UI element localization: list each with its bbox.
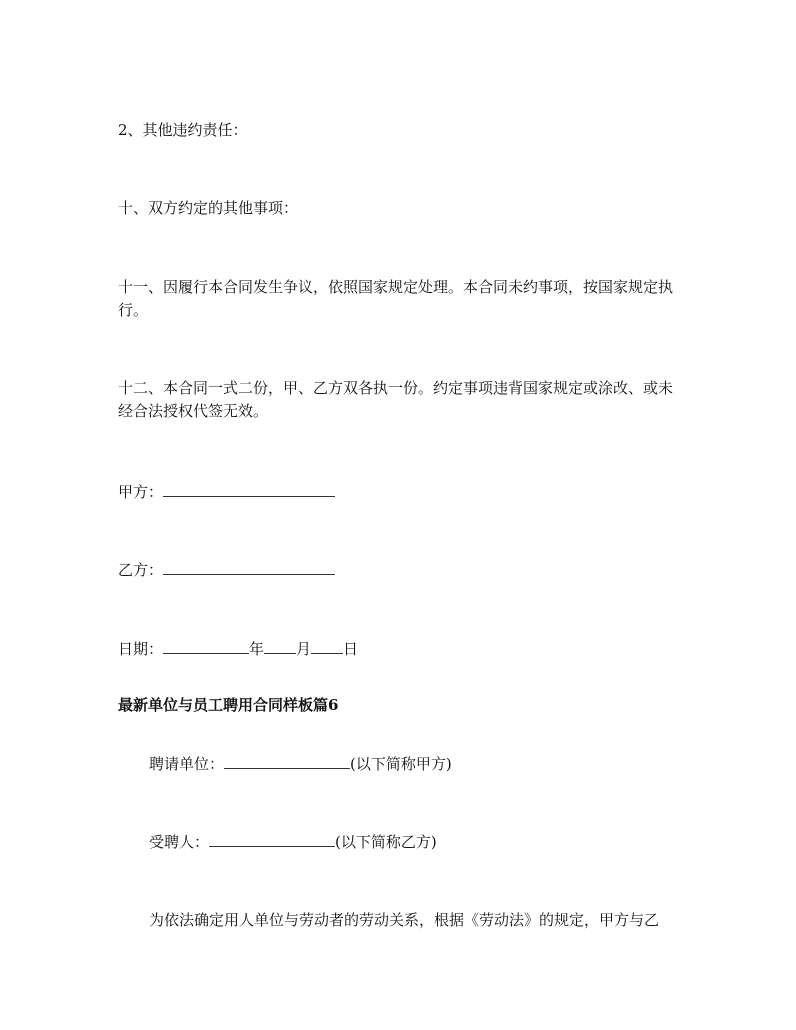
employee-blank xyxy=(209,832,335,847)
date-line xyxy=(118,638,684,661)
party-b-blank xyxy=(163,560,335,575)
month-blank xyxy=(264,639,296,654)
party-b-label: 乙方： xyxy=(118,561,164,579)
employee-label: 受聘人： xyxy=(149,833,210,851)
employer-blank xyxy=(224,754,350,769)
party-a-blank xyxy=(163,482,335,497)
employee-suffix: (以下简称乙方) xyxy=(335,833,437,851)
contract-intro: 为依法确定用人单位与劳动者的劳动关系，根据《劳动法》的规定，甲方与乙 xyxy=(149,911,660,929)
employer-line xyxy=(149,753,684,776)
employee-line xyxy=(149,831,684,854)
year-blank xyxy=(163,639,249,654)
month-label: 月 xyxy=(296,640,312,658)
date-label: 日期： xyxy=(118,640,164,658)
party-a-line xyxy=(118,481,684,504)
clause-twelve: 十二、本合同一式二份，甲、乙方双各执一份。约定事项违背国家规定或涂改、或未经合法授权代签无效。 xyxy=(118,379,674,420)
year-label: 年 xyxy=(249,640,265,658)
section-title: 最新单位与员工聘用合同样板篇6 xyxy=(118,696,339,714)
day-label: 日 xyxy=(343,640,359,658)
clause-other-liability: 2、其他违约责任： xyxy=(118,121,248,139)
employer-label: 聘请单位： xyxy=(149,755,225,773)
day-blank xyxy=(311,639,343,654)
employer-suffix: (以下简称甲方) xyxy=(350,755,452,773)
party-a-label: 甲方： xyxy=(118,483,164,501)
clause-eleven: 十一、因履行本合同发生争议，依照国家规定处理。本合同未约事项，按国家规定执行。 xyxy=(118,278,674,319)
clause-ten: 十、双方约定的其他事项： xyxy=(118,199,299,217)
party-b-line xyxy=(118,559,684,582)
